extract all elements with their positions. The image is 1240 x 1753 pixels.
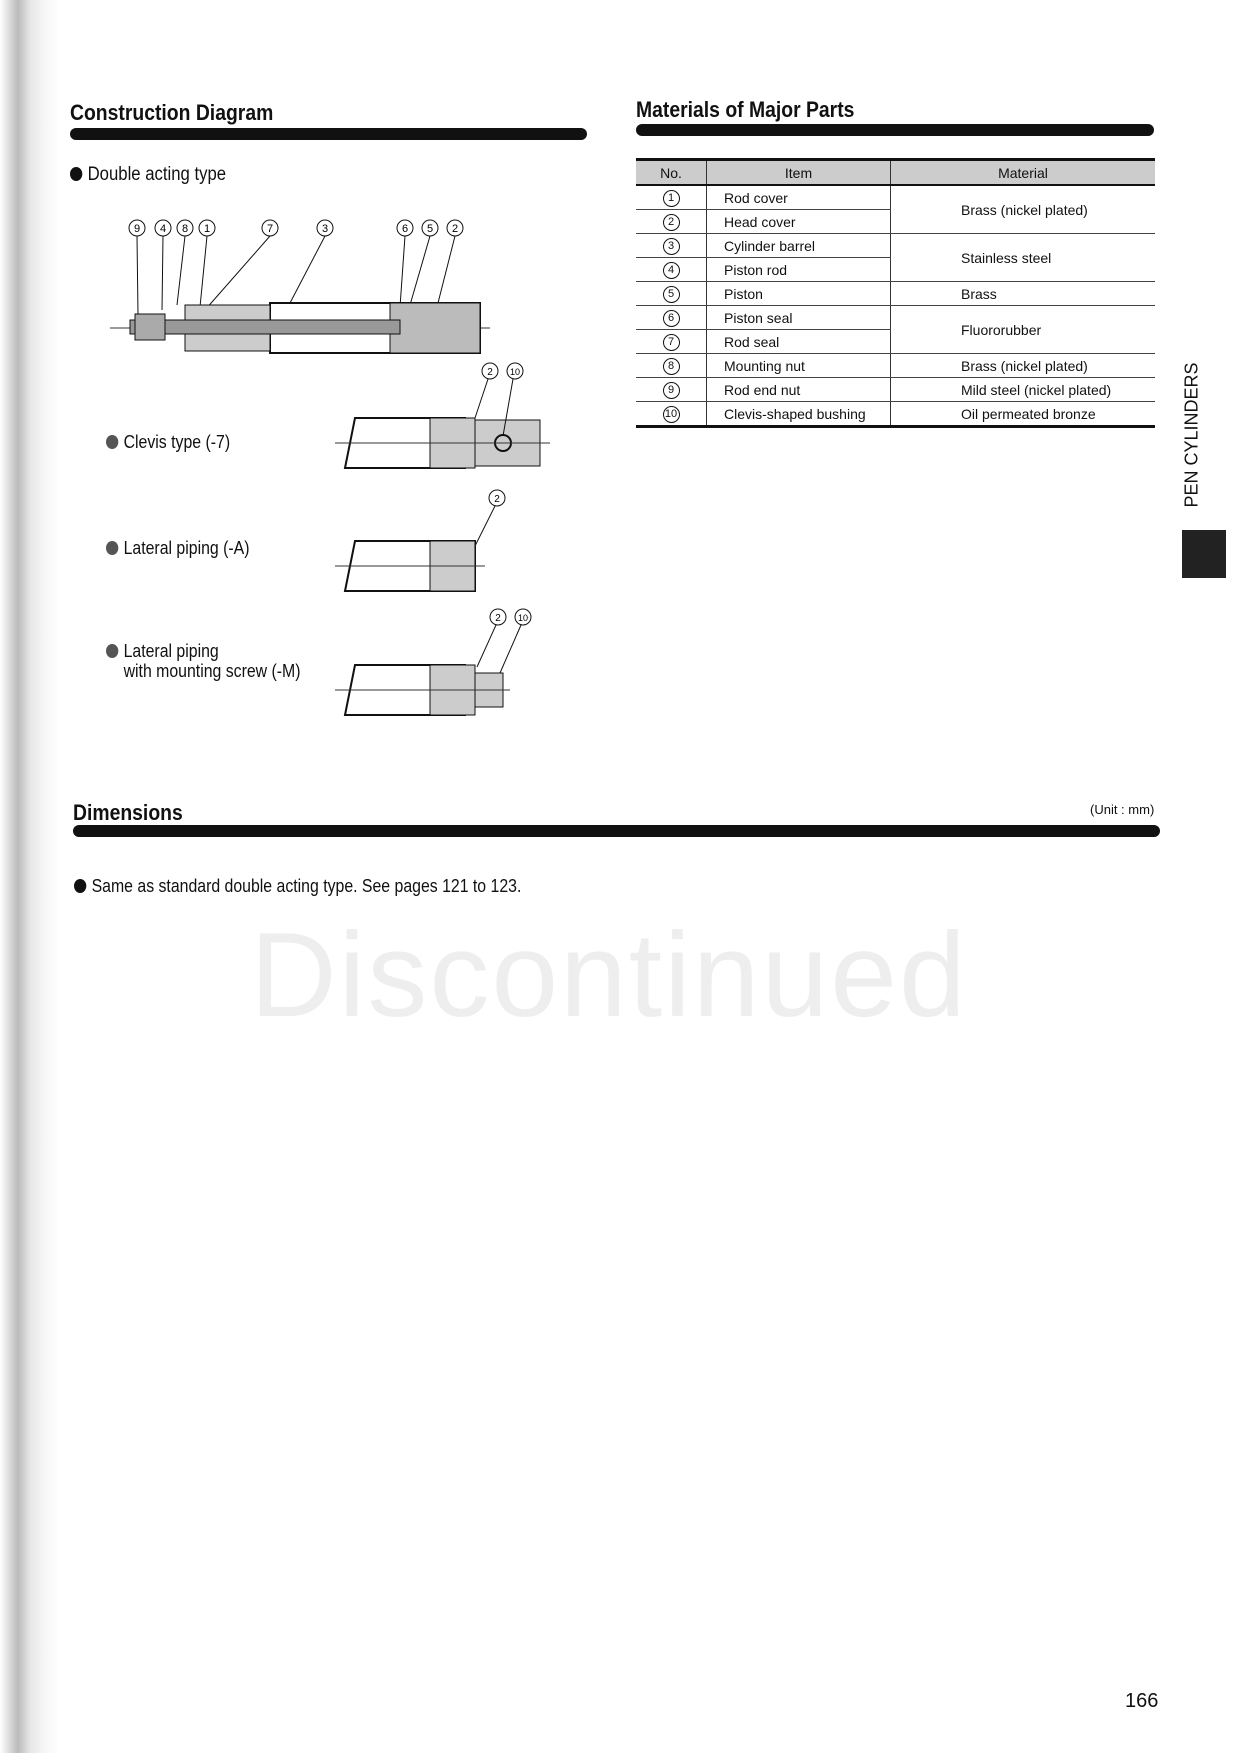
row-item: Cylinder barrel xyxy=(707,234,891,258)
row-item: Mounting nut xyxy=(707,354,891,378)
row-no: 9 xyxy=(636,378,707,402)
dimensions-title: Dimensions xyxy=(73,800,183,825)
table-row xyxy=(636,185,1155,210)
leader-line xyxy=(438,236,455,303)
callout-number: 7 xyxy=(266,223,274,235)
dimensions-note: Same as standard double acting type. See pages 121 to 123. xyxy=(74,876,521,897)
row-item: Rod seal xyxy=(707,330,891,354)
materials-title: Materials of Major Parts xyxy=(636,97,855,122)
callout-number: 9 xyxy=(133,223,141,235)
leader-line xyxy=(200,236,207,307)
row-item: Head cover xyxy=(707,210,891,234)
side-tab-label: PEN CYLINDERS xyxy=(1181,362,1202,508)
table-row xyxy=(636,378,1155,402)
row-material: Brass xyxy=(891,282,1156,306)
table-row xyxy=(636,402,1155,427)
table-header-row xyxy=(636,160,1155,186)
row-no: 1 xyxy=(636,185,707,210)
callout-number: 10 xyxy=(517,613,529,623)
row-item: Piston seal xyxy=(707,306,891,330)
callout-number: 1 xyxy=(203,223,211,235)
lateral-a-label: Lateral piping (-A) xyxy=(106,538,250,559)
callout-number: 3 xyxy=(321,223,329,235)
leader-line xyxy=(137,236,138,315)
clevis-label: Clevis type (-7) xyxy=(106,432,230,453)
row-item: Piston xyxy=(707,282,891,306)
row-no: 8 xyxy=(636,354,707,378)
leader-line xyxy=(177,236,185,305)
leader-line xyxy=(290,236,325,303)
binding-shadow xyxy=(0,0,60,1753)
watermark: Discontinued xyxy=(250,908,968,1042)
header-no: No. xyxy=(636,160,707,186)
callout-number: 6 xyxy=(401,223,409,235)
callout-number: 2 xyxy=(487,367,493,378)
page-number: 166 xyxy=(1125,1690,1159,1712)
side-tab-marker xyxy=(1182,530,1226,578)
lateral-a-diagram xyxy=(335,486,515,596)
table-row xyxy=(636,306,1155,330)
row-item: Rod cover xyxy=(707,185,891,210)
double-acting-diagram xyxy=(110,210,500,370)
header-item: Item xyxy=(707,160,891,186)
table-row xyxy=(636,282,1155,306)
callout-number: 2 xyxy=(495,613,501,624)
row-no: 6 xyxy=(636,306,707,330)
dimensions-title-bar xyxy=(73,825,1160,837)
callout-number: 2 xyxy=(451,223,459,235)
row-material: Fluororubber xyxy=(891,306,1156,354)
row-item: Piston rod xyxy=(707,258,891,282)
callout-number: 10 xyxy=(509,367,521,377)
table-row xyxy=(636,354,1155,378)
row-item: Clevis-shaped bushing xyxy=(707,402,891,427)
clevis-diagram xyxy=(335,358,555,473)
row-no: 5 xyxy=(636,282,707,306)
row-no: 7 xyxy=(636,330,707,354)
leader-line xyxy=(205,236,270,310)
callout-number: 4 xyxy=(159,223,167,235)
callout-number: 8 xyxy=(181,223,189,235)
leader-line xyxy=(162,236,163,310)
callout-number: 2 xyxy=(494,494,500,505)
header-material: Material xyxy=(891,160,1156,186)
row-item: Rod end nut xyxy=(707,378,891,402)
construction-title: Construction Diagram xyxy=(70,100,274,125)
construction-title-bar xyxy=(70,128,587,140)
double-acting-label: Double acting type xyxy=(70,164,226,186)
lateral-m-diagram xyxy=(335,605,535,720)
materials-title-bar xyxy=(636,124,1154,136)
row-no: 10 xyxy=(636,402,707,427)
row-no: 2 xyxy=(636,210,707,234)
table-row xyxy=(636,234,1155,258)
leader-line xyxy=(410,236,430,305)
row-material: Stainless steel xyxy=(891,234,1156,282)
row-material: Oil permeated bronze xyxy=(891,402,1156,427)
lateral-m-label: Lateral piping with mounting screw (-M) xyxy=(106,641,301,681)
row-material: Brass (nickel plated) xyxy=(891,354,1156,378)
materials-table xyxy=(636,158,1155,428)
row-material: Mild steel (nickel plated) xyxy=(891,378,1156,402)
callout-number: 5 xyxy=(426,223,434,235)
row-material: Brass (nickel plated) xyxy=(891,185,1156,234)
row-no: 4 xyxy=(636,258,707,282)
leader-line xyxy=(400,236,405,307)
unit-label: (Unit : mm) xyxy=(1090,802,1155,817)
row-no: 3 xyxy=(636,234,707,258)
